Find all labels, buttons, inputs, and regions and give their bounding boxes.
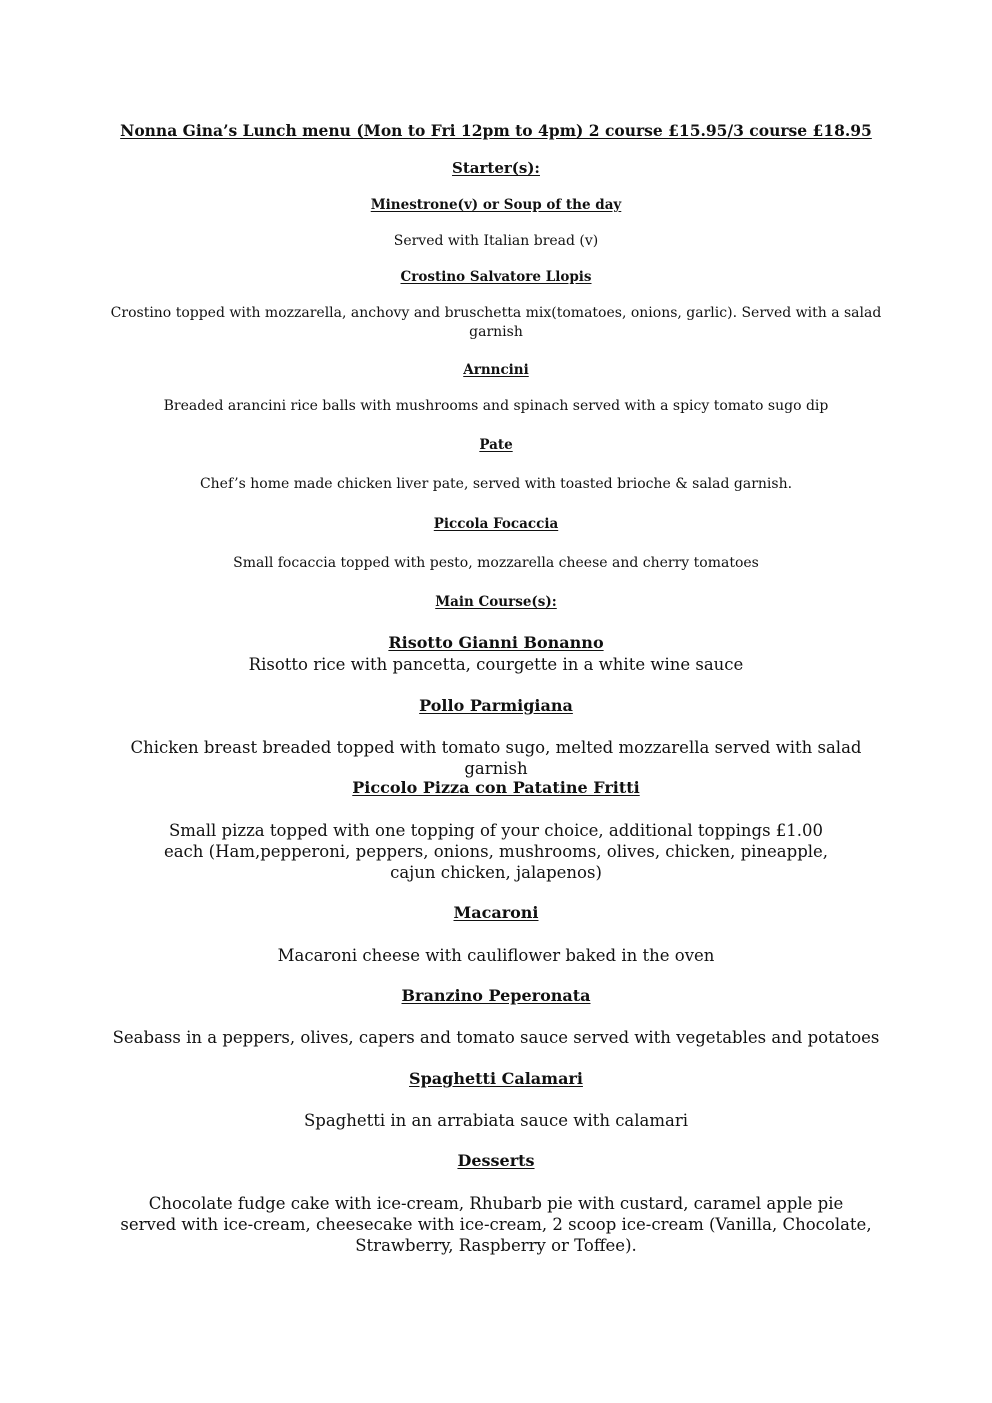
- main-description: Risotto rice with pancetta, courgette in a white wine sauce: [248, 655, 744, 674]
- desserts-description: Chocolate fudge cake with ice-cream, Rhubarb pie with custard, caramel apple pie served with ice-cream, cheesecake with ice-cream, 2 scoop ice-cream (Vanilla, Chocolate, Strawberry, Raspberry or Toffee).: [120, 1194, 872, 1255]
- main-description: Spaghetti in an arrabiata sauce with calamari: [303, 1111, 689, 1130]
- starter-name: Piccola Focaccia: [433, 516, 559, 532]
- starter-description: Chef’s home made chicken liver pate, served with toasted brioche & salad garnish.: [199, 476, 793, 492]
- starters-heading: Starter(s):: [452, 159, 540, 177]
- main-description: Small pizza topped with one topping of your choice, additional toppings £1.00 each (Ham,pepperoni, peppers, onions, mushrooms, olives, chicken, pineapple, cajun chicken, jalapenos): [163, 821, 829, 882]
- starter-name: Minestrone(v) or Soup of the day: [370, 197, 622, 213]
- starter-description: Breaded arancini rice balls with mushrooms and spinach served with a spicy tomato sugo dip: [163, 398, 829, 414]
- starter-description: Small focaccia topped with pesto, mozzarella cheese and cherry tomatoes: [233, 555, 759, 571]
- starter-name: Crostino Salvatore Llopis: [400, 269, 592, 285]
- main-name: Piccolo Pizza con Patatine Fritti: [352, 778, 640, 797]
- main-name: Macaroni: [453, 903, 539, 922]
- main-name: Pollo Parmigiana: [419, 696, 573, 715]
- main-description: Chicken breast breaded topped with tomato sugo, melted mozzarella served with salad garnish: [130, 738, 862, 778]
- starter-description: Served with Italian bread (v): [393, 233, 599, 249]
- main-description: Seabass in a peppers, olives, capers and tomato sauce served with vegetables and potatoes: [112, 1028, 880, 1047]
- desserts-heading: Desserts: [457, 1151, 535, 1170]
- menu-title: Nonna Gina’s Lunch menu (Mon to Fri 12pm to 4pm) 2 course £15.95/3 course £18.95: [120, 121, 872, 140]
- main-name: Risotto Gianni Bonanno: [388, 633, 604, 652]
- main-name: Branzino Peperonata: [401, 986, 591, 1005]
- main-description: Macaroni cheese with cauliflower baked in the oven: [277, 946, 715, 965]
- starter-name: Arnncini: [463, 362, 529, 378]
- mains-heading: Main Course(s):: [435, 594, 557, 610]
- starter-description: Crostino topped with mozzarella, anchovy and bruschetta mix(tomatoes, onions, garlic). Served with a salad garnish: [110, 305, 882, 340]
- starter-name: Pate: [479, 437, 513, 453]
- main-name: Spaghetti Calamari: [409, 1069, 583, 1088]
